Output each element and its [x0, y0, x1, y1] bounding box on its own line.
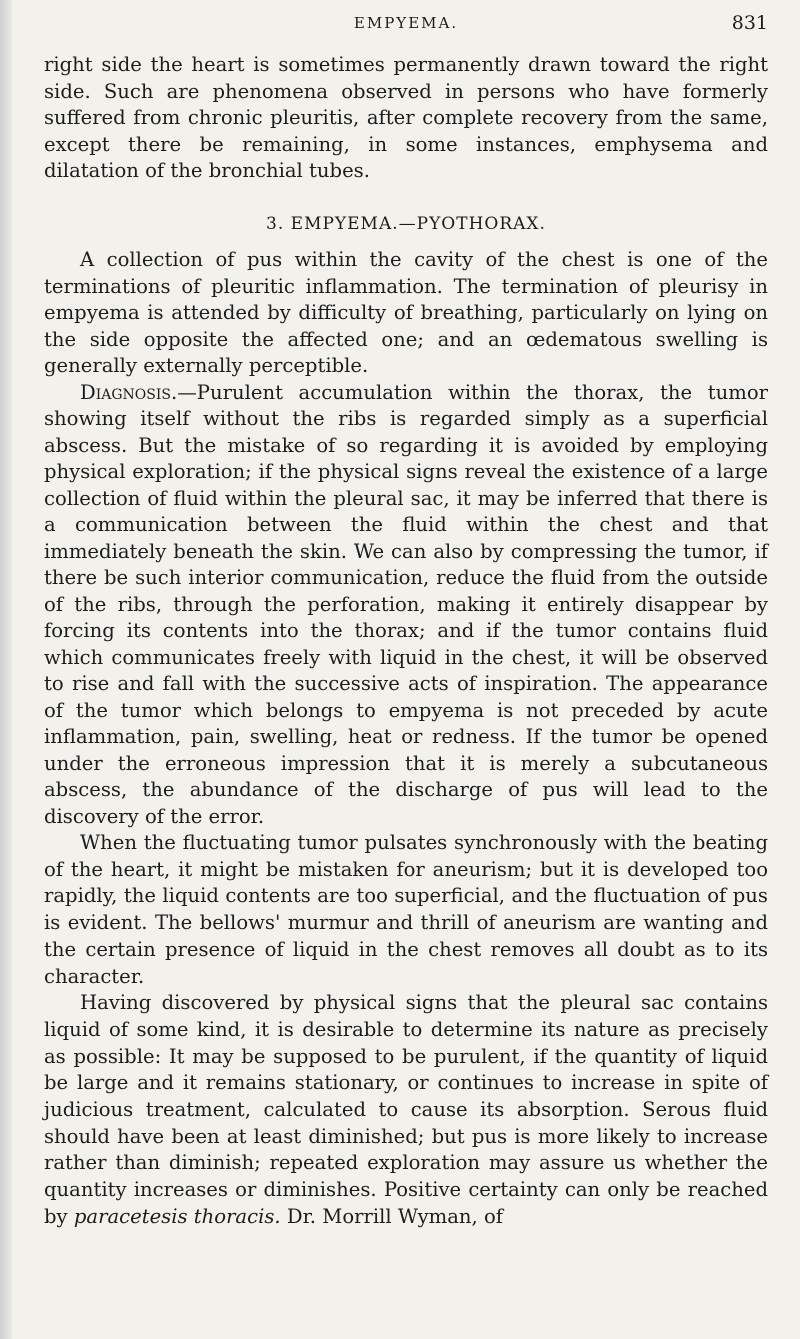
diagnosis-lead: Diagnosis. — [80, 380, 178, 404]
running-head: EMPYEMA. — [353, 14, 459, 32]
body-text — [44, 52, 768, 1231]
page-header — [44, 12, 768, 52]
paracentesis-term: paracetesis thoracis. — [73, 1204, 281, 1228]
paragraph-fluctuating-tumor: When the fluctuating tumor pulsates synchronously with the beating of the heart, it might be mistaken for aneurism; but it is developed too rapidly, the liquid contents are too superficial, and the fluctuation of pus is evident. The bellows' murmur and thrill of aneurism are wanting and the certain presence of liquid in the chest removes all doubt as to its character. — [44, 831, 768, 988]
physical-signs-text: Having discovered by physical signs that the pleural sac contains liquid of some kind, it is desirable to determine its nature as precisely as possible: It may be supposed to be purulent, if the quantity of liquid be large and it remains stationary, or continues to increase in spite of judicious treatment, calculated to cause its absorption. Serous fluid should have been at least diminished; but pus is more likely to increase rather than diminish; repeated exploration may assure us whether the quantity increases or diminishes. Positive certainty can only be reached by — [44, 991, 768, 1228]
diagnosis-text: —Purulent accumulation within the thorax, the tumor showing itself without the ribs is regarded simply as a superficial abscess. But the mistake of so regarding it is avoided by employing physical exploration; if the physical signs reveal the existence of a large collection of fluid within the pleural sac, it may be inferred that there is a communication between the fluid within the chest and that immediately beneath the skin. We can also by compressing the tumor, if there be such interior communication, reduce the fluid from the outside of the ribs, through the perforation, making it entirely disappear by forcing its contents into the thorax; and if the tumor contains fluid which communicates freely with liquid in the chest, it will be observed to rise and fall with the successive acts of inspiration. The appearance of the tumor which belongs to empyema is not preceded by acute inflammation, pain, swelling, heat or redness. If the tumor be opened under the erroneous impression that it is merely a subcutaneous abscess, the abundance of the discharge of pus will lead to the discovery of the error. — [44, 380, 768, 828]
physical-signs-tail: Dr. Morrill Wyman, of — [286, 1204, 504, 1228]
binding-edge — [0, 0, 12, 1339]
paragraph-empyema-definition: A collection of pus within the cavity of the chest is one of the terminations of pleuritic inflammation. The termination of pleurisy in empyema is attended by difficulty of breathing, particularly on lying on the side opposite the affected one; and an œdematous swelling is generally externally perceptible. — [44, 248, 768, 377]
paragraph-physical-signs — [44, 990, 768, 1230]
page-number: 831 — [731, 12, 768, 34]
paragraph-diagnosis — [44, 380, 768, 831]
section-heading: 3. EMPYEMA.—PYOTHORAX. — [266, 213, 546, 234]
paragraph-continuation: right side the heart is sometimes permanently drawn toward the right side. Such are phenomena observed in persons who have formerly suffered from chronic pleuritis, after complete recovery from the same, except there be remaining, in some instances, emphysema and dilatation of the bronchial tubes. — [44, 53, 768, 182]
